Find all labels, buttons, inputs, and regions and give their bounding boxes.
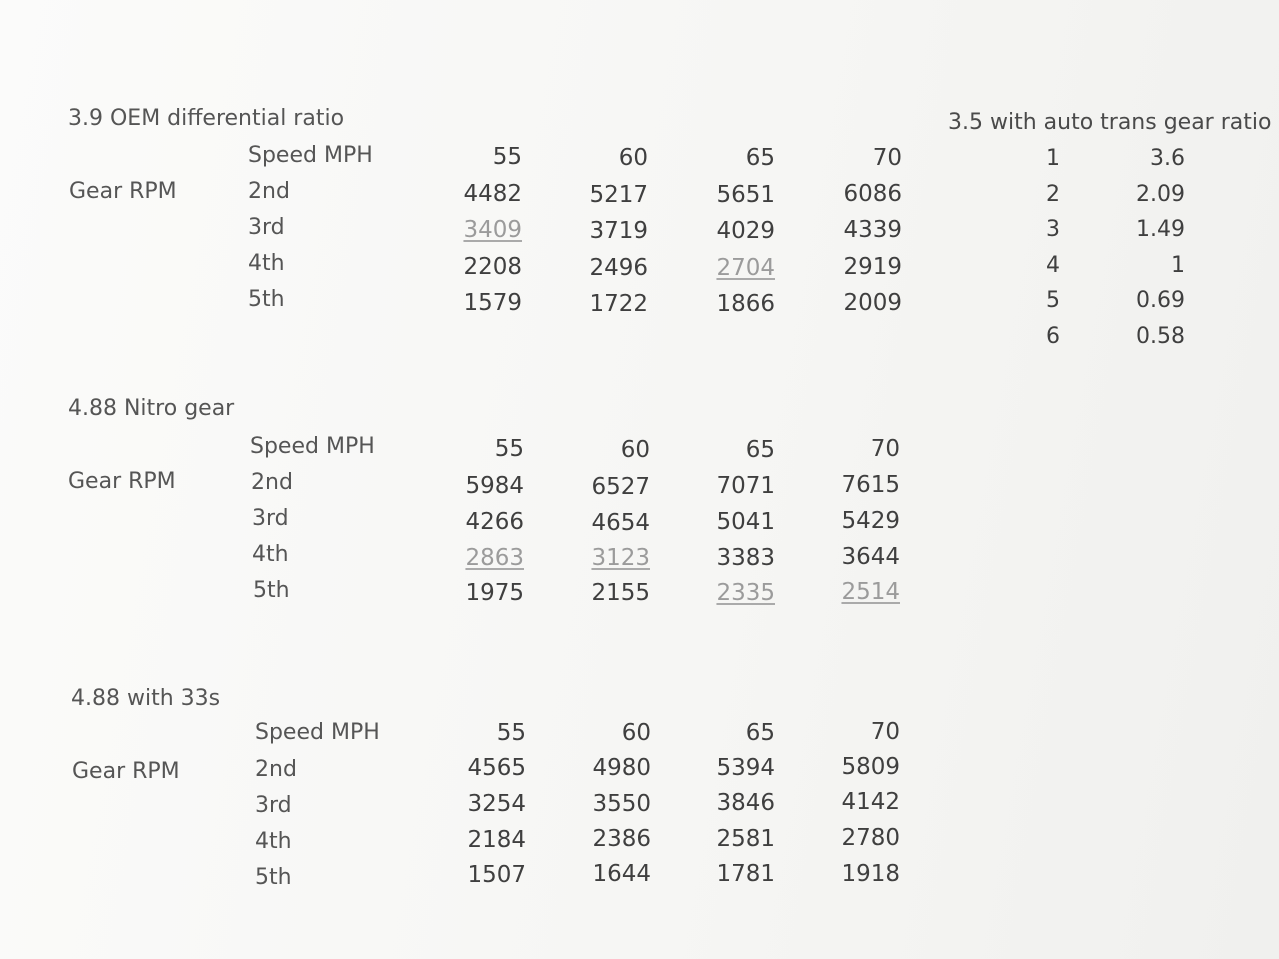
ratio-value: 2.09 xyxy=(1136,182,1185,207)
rpm-cell: 5217 xyxy=(589,182,648,208)
ratio-gear-number: 2 xyxy=(1046,182,1060,207)
table-title: 3.9 OEM differential ratio xyxy=(68,106,345,131)
speed-value: 65 xyxy=(745,720,775,746)
speed-value: 65 xyxy=(745,437,775,463)
rpm-cell: 7071 xyxy=(716,473,775,499)
rpm-cell: 3409 xyxy=(463,217,522,243)
rpm-cell: 4266 xyxy=(465,509,524,535)
rpm-cell: 3550 xyxy=(592,791,651,817)
speed-header-label: Speed MPH xyxy=(250,434,375,459)
rpm-cell: 4482 xyxy=(463,181,522,207)
rpm-cell: 3123 xyxy=(591,545,650,571)
rpm-cell: 2581 xyxy=(716,826,775,852)
gear-label: 2nd xyxy=(248,179,290,204)
rpm-cell: 2863 xyxy=(465,545,524,571)
rpm-cell: 2496 xyxy=(589,255,648,281)
rpm-cell: 3254 xyxy=(467,791,526,817)
gear-rpm-label: Gear RPM xyxy=(69,179,177,204)
rpm-cell: 2514 xyxy=(841,579,900,605)
rpm-cell: 5984 xyxy=(465,473,524,499)
rpm-cell: 2704 xyxy=(716,255,775,281)
speed-value: 55 xyxy=(496,720,526,746)
rpm-cell: 5429 xyxy=(841,508,900,534)
rpm-cell: 2155 xyxy=(591,580,650,606)
gear-label: 2nd xyxy=(255,757,297,782)
rpm-cell: 5809 xyxy=(841,754,900,780)
rpm-cell: 6527 xyxy=(591,474,650,500)
rpm-cell: 4142 xyxy=(841,789,900,815)
rpm-cell: 7615 xyxy=(841,472,900,498)
gear-label: 3rd xyxy=(255,793,292,818)
rpm-cell: 2208 xyxy=(463,254,522,280)
rpm-cell: 3846 xyxy=(716,790,775,816)
speed-value: 70 xyxy=(870,719,900,745)
rpm-cell: 5394 xyxy=(716,755,775,781)
gear-label: 4th xyxy=(248,251,285,276)
rpm-cell: 1722 xyxy=(589,291,648,317)
ratio-gear-number: 4 xyxy=(1046,253,1060,278)
rpm-cell: 3719 xyxy=(589,218,648,244)
gear-ratio-title: 3.5 with auto trans gear ratio xyxy=(948,110,1272,135)
speed-value: 55 xyxy=(494,436,524,462)
gear-label: 4th xyxy=(252,542,289,567)
speed-header-label: Speed MPH xyxy=(248,143,373,168)
speed-value: 55 xyxy=(492,144,522,170)
rpm-cell: 3644 xyxy=(841,544,900,570)
rpm-cell: 2780 xyxy=(841,825,900,851)
rpm-cell: 1507 xyxy=(467,862,526,888)
rpm-cell: 2919 xyxy=(843,254,902,280)
table-title: 4.88 with 33s xyxy=(71,686,221,711)
ratio-value: 1.49 xyxy=(1136,217,1185,242)
rpm-cell: 4654 xyxy=(591,510,650,536)
rpm-cell: 1918 xyxy=(841,861,900,887)
rpm-cell: 1579 xyxy=(463,290,522,316)
gear-label: 2nd xyxy=(251,470,293,495)
gear-label: 5th xyxy=(248,287,285,312)
rpm-cell: 4029 xyxy=(716,218,775,244)
gear-label: 3rd xyxy=(252,506,289,531)
rpm-cell: 6086 xyxy=(843,181,902,207)
ratio-gear-number: 3 xyxy=(1046,217,1060,242)
ratio-gear-number: 1 xyxy=(1046,146,1060,171)
rpm-cell: 3383 xyxy=(716,545,775,571)
rpm-cell: 4565 xyxy=(467,755,526,781)
rpm-cell: 1644 xyxy=(592,861,651,887)
rpm-cell: 4980 xyxy=(592,755,651,781)
ratio-gear-number: 5 xyxy=(1046,288,1060,313)
rpm-cell: 2386 xyxy=(592,826,651,852)
rpm-cell: 5041 xyxy=(716,509,775,535)
rpm-cell: 1781 xyxy=(716,861,775,887)
ratio-gear-number: 6 xyxy=(1046,324,1060,349)
speed-value: 65 xyxy=(745,145,775,171)
ratio-value: 3.6 xyxy=(1150,146,1185,171)
table-title: 4.88 Nitro gear xyxy=(68,396,235,421)
gear-label: 4th xyxy=(255,829,292,854)
speed-value: 70 xyxy=(870,436,900,462)
speed-value: 60 xyxy=(620,437,650,463)
gear-label: 5th xyxy=(253,578,290,603)
speed-header-label: Speed MPH xyxy=(255,720,380,745)
gear-label: 3rd xyxy=(248,215,285,240)
rpm-cell: 2335 xyxy=(716,580,775,606)
ratio-value: 0.69 xyxy=(1136,288,1185,313)
gear-label: 5th xyxy=(255,865,292,890)
rpm-cell: 1975 xyxy=(465,580,524,606)
gear-rpm-label: Gear RPM xyxy=(72,759,180,784)
rpm-cell: 1866 xyxy=(716,291,775,317)
rpm-cell: 4339 xyxy=(843,217,902,243)
gear-rpm-label: Gear RPM xyxy=(68,469,176,494)
rpm-cell: 2009 xyxy=(843,290,902,316)
speed-value: 60 xyxy=(618,145,648,171)
rpm-cell: 5651 xyxy=(716,182,775,208)
rpm-cell: 2184 xyxy=(467,827,526,853)
speed-value: 60 xyxy=(621,720,651,746)
ratio-value: 1 xyxy=(1171,253,1185,278)
speed-value: 70 xyxy=(872,145,902,171)
ratio-value: 0.58 xyxy=(1136,324,1185,349)
